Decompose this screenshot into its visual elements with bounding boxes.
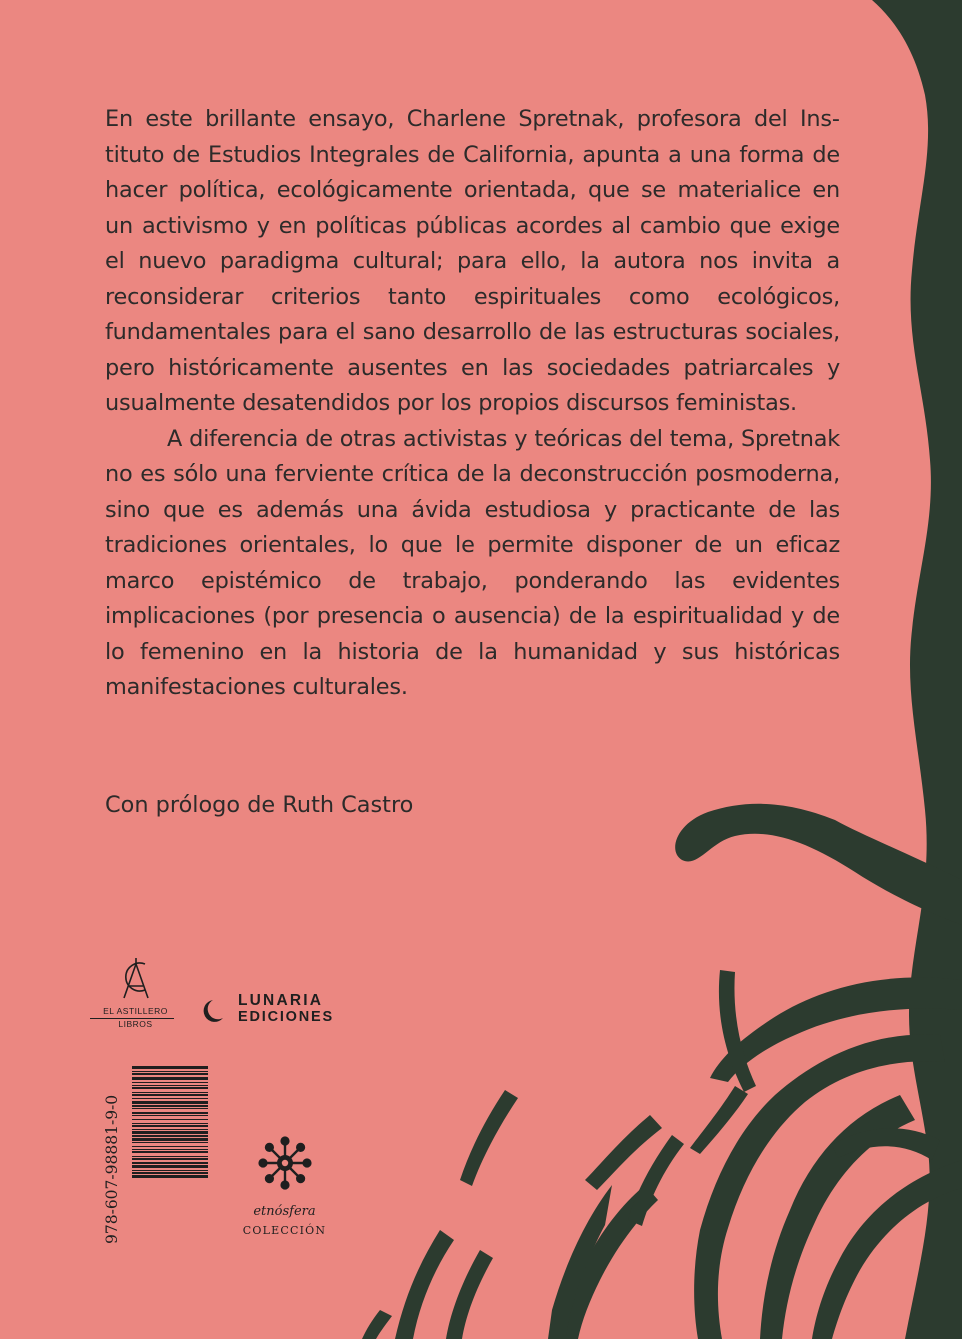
barcode-bar xyxy=(132,1115,208,1116)
barcode-bar xyxy=(132,1158,208,1160)
root-branch-14 xyxy=(362,1310,392,1339)
lunaria-name: LUNARIA xyxy=(238,992,324,1009)
barcode-bar xyxy=(132,1066,208,1069)
barcode-bar xyxy=(132,1073,208,1075)
barcode-bar xyxy=(132,1142,208,1143)
barcode-bar xyxy=(132,1146,208,1147)
barcode-bar xyxy=(132,1162,208,1164)
crescent-moon-icon xyxy=(203,996,225,1024)
barcode-bar xyxy=(132,1125,208,1127)
barcode-bar xyxy=(132,1165,208,1168)
barcode-bar xyxy=(132,1151,208,1153)
barcode-bar xyxy=(132,1175,208,1178)
blurb-paragraph-2: A diferencia de otras activistas y teóricas del tema, Spretnak no es sólo una ferviente crítica de la deconstrucción posmoderna, sino que es además una ávida estudiosa y practicante de las tradiciones orientales, lo que le permite disponer de un eficaz marco epistémico de trabajo, ponderando las evidentes implicaciones (por presencia o ausencia) de la espiritualidad y de lo femenino en la historia de la humanidad y sus históricas manifestaciones culturales. xyxy=(105,425,840,700)
isbn-block xyxy=(102,1066,208,1244)
barcode-bar xyxy=(132,1094,208,1096)
barcode-bar xyxy=(132,1101,208,1104)
astillero-name: EL ASTILLERO xyxy=(103,1006,168,1016)
barcode-bar xyxy=(132,1112,208,1114)
barcode-bar xyxy=(132,1085,208,1086)
lunaria-subname: EDICIONES xyxy=(238,1009,334,1025)
barcode-bar xyxy=(132,1092,208,1093)
barcode-bar xyxy=(132,1071,208,1072)
barcode-bar xyxy=(132,1129,208,1130)
barcode-bar xyxy=(132,1082,208,1083)
barcode-bar xyxy=(132,1156,208,1157)
barcode-bar xyxy=(132,1077,208,1080)
prologue-credit: Con prólogo de Ruth Castro xyxy=(105,792,414,818)
root-branch-1 xyxy=(675,804,962,925)
barcode-bar xyxy=(132,1131,208,1134)
lunaria-ediciones-logo xyxy=(203,990,353,1030)
barcode-bar xyxy=(132,1108,208,1109)
isbn-number: 978-607-98881-9-0 xyxy=(103,1094,121,1244)
barcode-bar xyxy=(132,1123,208,1124)
root-branch-11 xyxy=(460,1090,518,1186)
el-astillero-logo xyxy=(88,958,183,1028)
barcode-bar xyxy=(132,1098,208,1099)
astillero-monogram-icon xyxy=(118,958,154,1002)
collection-label: COLECCIÓN xyxy=(242,1224,327,1237)
collection-name: etnósfera xyxy=(253,1204,316,1219)
blurb-paragraph-1: En este brillante ensayo, Charlene Spretnak, profesora del Instituto de Estudios Integrales de California, apunta a una forma de hacer política, ecológicamente orientada, que se materialice en un activismo y en políticas públicas acordes al cambio que exige el nuevo paradigma cultural; para ello, la autora nos invita a reconsiderar criterios tanto espirituales como ecológicos, fundamentales para el sano desarrollo de las estructuras sociales, pero históricamente ausentes en las sociedades patriarcales y usualmente desatendidos por los propios discursos feministas. xyxy=(105,106,840,416)
root-branch-13 xyxy=(446,1250,493,1339)
astillero-subname: LIBROS xyxy=(118,1019,153,1029)
barcode-bar xyxy=(132,1172,208,1174)
barcode-bar xyxy=(132,1105,208,1107)
barcode-bar xyxy=(132,1135,208,1137)
barcode-bar xyxy=(132,1138,208,1140)
barcode-bar xyxy=(132,1087,208,1089)
etnosfera-collection-logo xyxy=(232,1136,337,1261)
barcode-bar xyxy=(132,1119,208,1120)
root-branch-12 xyxy=(395,1230,454,1339)
etnosfera-star-icon xyxy=(258,1136,312,1190)
blurb-text xyxy=(105,102,840,706)
isbn-barcode xyxy=(132,1066,208,1244)
barcode-bar xyxy=(132,1170,208,1171)
barcode-bar xyxy=(132,1149,208,1150)
